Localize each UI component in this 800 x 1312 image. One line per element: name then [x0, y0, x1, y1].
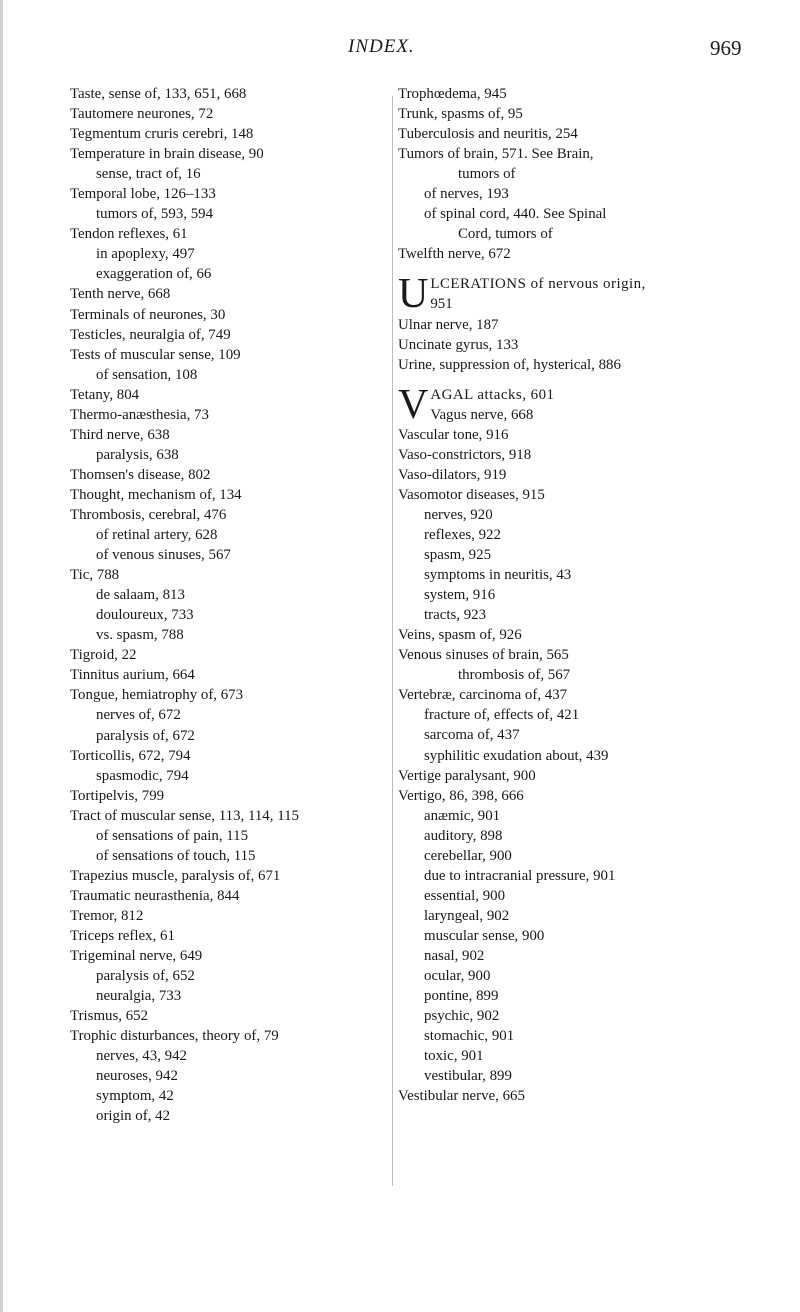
index-subentry: neuralgia, 733 [96, 988, 182, 1005]
column-divider [392, 96, 393, 1186]
index-entry: Terminals of neurones, 30 [70, 306, 226, 323]
index-subentry: stomachic, 901 [424, 1028, 515, 1045]
index-entry: Tumors of brain, 571. See Brain, [398, 146, 594, 163]
index-subentry: fracture of, effects of, 421 [424, 707, 580, 724]
index-entry-ulcerations-page: 951 [430, 296, 453, 313]
index-entry: Tongue, hemiatrophy of, 673 [70, 687, 244, 704]
index-entry: Tegmentum cruris cerebri, 148 [70, 126, 254, 143]
index-entry: Trunk, spasms of, 95 [398, 106, 523, 123]
index-entry: Vestibular nerve, 665 [398, 1088, 525, 1105]
index-entry: Torticollis, 672, 794 [70, 747, 191, 764]
index-subentry: neuroses, 942 [96, 1068, 178, 1085]
index-group-v [398, 425, 734, 1107]
index-section-v [398, 385, 734, 425]
index-entry: Vaso-constrictors, 918 [398, 446, 532, 463]
index-entry: Tic, 788 [70, 567, 120, 584]
index-subentry: of sensations of touch, 115 [96, 847, 256, 864]
index-subentry: vs. spasm, 788 [96, 627, 184, 644]
index-entry: Tigroid, 22 [70, 647, 137, 664]
index-entry: Vasomotor diseases, 915 [398, 486, 545, 503]
index-entry: Vertebræ, carcinoma of, 437 [398, 687, 568, 704]
index-entry: Trigeminal nerve, 649 [70, 948, 203, 965]
index-subentry: auditory, 898 [424, 827, 503, 844]
index-subentry: symptom, 42 [96, 1088, 174, 1105]
index-subentry: paralysis of, 672 [96, 727, 195, 744]
index-section-u [398, 274, 734, 314]
index-entry: Ulnar nerve, 187 [398, 316, 499, 333]
index-subentry: syphilitic exudation about, 439 [424, 747, 609, 764]
index-entry: Thought, mechanism of, 134 [70, 486, 242, 503]
index-subentry: origin of, 42 [96, 1108, 171, 1125]
index-subentry: nerves, 920 [424, 506, 493, 523]
index-entry: Temperature in brain disease, 90 [70, 146, 264, 163]
index-subentry: of nerves, 193 [424, 186, 509, 203]
index-subentry: toxic, 901 [424, 1048, 484, 1065]
index-entry: Tests of muscular sense, 109 [70, 346, 241, 363]
index-subentry: symptoms in neuritis, 43 [424, 567, 572, 584]
index-entry-ulcerations: LCERATIONS of nervous origin, [430, 276, 646, 293]
running-title: INDEX. [348, 36, 415, 57]
index-subentry: paralysis of, 652 [96, 968, 195, 985]
index-subentry: system, 916 [424, 587, 496, 604]
index-subentry: spasmodic, 794 [96, 767, 189, 784]
index-entry: Triceps reflex, 61 [70, 927, 175, 944]
index-column-left [70, 84, 388, 1126]
index-entry: Thomsen's disease, 802 [70, 466, 211, 483]
index-entry: Urine, suppression of, hysterical, 886 [398, 356, 621, 373]
index-subentry: nerves, 43, 942 [96, 1048, 187, 1065]
index-subentry: due to intracranial pressure, 901 [424, 867, 616, 884]
index-column-right [398, 84, 734, 1106]
index-subentry: laryngeal, 902 [424, 907, 510, 924]
index-subentry: nerves of, 672 [96, 707, 181, 724]
index-entry: Tendon reflexes, 61 [70, 226, 188, 243]
index-subentry: of spinal cord, 440. See Spinal [424, 206, 607, 223]
index-entry: Vascular tone, 916 [398, 426, 509, 443]
index-subentry: thrombosis of, 567 [458, 667, 571, 684]
index-subentry: sarcoma of, 437 [424, 727, 520, 744]
index-subentry: of sensation, 108 [96, 366, 198, 383]
index-subentry: psychic, 902 [424, 1008, 500, 1025]
page-number: 969 [710, 36, 742, 60]
section-gap [398, 264, 734, 274]
index-subentry: cerebellar, 900 [424, 847, 512, 864]
index-entry: Tinnitus aurium, 664 [70, 667, 195, 684]
index-entry: Vertige paralysant, 900 [398, 767, 536, 784]
index-entry: Uncinate gyrus, 133 [398, 336, 519, 353]
index-subentry: tumors of [458, 166, 516, 183]
index-group-u [398, 315, 734, 375]
index-subentry: pontine, 899 [424, 988, 499, 1005]
index-entry: Tract of muscular sense, 113, 114, 115 [70, 807, 299, 824]
index-subentry: essential, 900 [424, 887, 506, 904]
index-subentry: spasm, 925 [424, 547, 492, 564]
index-subentry: sense, tract of, 16 [96, 166, 201, 183]
index-entry: Tenth nerve, 668 [70, 286, 171, 303]
index-entry: Thrombosis, cerebral, 476 [70, 506, 227, 523]
index-group-t [398, 84, 734, 264]
index-subentry: exaggeration of, 66 [96, 266, 212, 283]
index-subentry: tracts, 923 [424, 607, 487, 624]
section-gap [398, 375, 734, 385]
index-entry: Tautomere neurones, 72 [70, 106, 214, 123]
index-entry: Trismus, 652 [70, 1008, 149, 1025]
index-subentry: tumors of, 593, 594 [96, 206, 214, 223]
index-entry: Thermo-anæsthesia, 73 [70, 406, 209, 423]
index-subentry: of venous sinuses, 567 [96, 547, 231, 564]
index-entry: Twelfth nerve, 672 [398, 246, 511, 263]
index-entry: Temporal lobe, 126–133 [70, 186, 216, 203]
index-entry: Testicles, neuralgia of, 749 [70, 326, 231, 343]
index-subentry: nasal, 902 [424, 947, 485, 964]
index-subentry: vestibular, 899 [424, 1068, 512, 1085]
index-entry: Trapezius muscle, paralysis of, 671 [70, 867, 281, 884]
index-subentry: of retinal artery, 628 [96, 527, 218, 544]
drop-cap-u: U [398, 274, 429, 315]
index-subentry: ocular, 900 [424, 968, 491, 985]
index-entry-vagal-attacks: AGAL attacks, 601 [430, 386, 555, 403]
index-entry: Vertigo, 86, 398, 666 [398, 787, 524, 804]
index-entry: Third nerve, 638 [70, 426, 170, 443]
index-entry: Tuberculosis and neuritis, 254 [398, 126, 578, 143]
index-entry: Trophœdema, 945 [398, 86, 507, 102]
index-entry: Traumatic neurasthenia, 844 [70, 887, 240, 904]
index-subentry: douloureux, 733 [96, 607, 194, 624]
index-subentry: in apoplexy, 497 [96, 246, 195, 263]
index-entry: Tortipelvis, 799 [70, 787, 165, 804]
index-entry: Tetany, 804 [70, 386, 140, 403]
index-subentry: of sensations of pain, 115 [96, 827, 249, 844]
index-entry: Venous sinuses of brain, 565 [398, 647, 569, 664]
index-subentry: paralysis, 638 [96, 446, 179, 463]
index-entry: Trophic disturbances, theory of, 79 [70, 1028, 279, 1045]
drop-cap-v: V [398, 384, 429, 425]
index-subentry: de salaam, 813 [96, 587, 185, 604]
index-subentry: anæmic, 901 [424, 807, 501, 824]
index-entry-vagus-nerve: Vagus nerve, 668 [430, 406, 534, 423]
index-entry: Tremor, 812 [70, 907, 144, 924]
index-subentry: Cord, tumors of [458, 226, 553, 243]
page-header [0, 36, 800, 66]
index-subentry: reflexes, 922 [424, 526, 501, 543]
page-edge-shadow [0, 0, 3, 1312]
index-entry: Taste, sense of, 133, 651, 668 [70, 86, 247, 102]
index-entry: Veins, spasm of, 926 [398, 627, 522, 644]
index-subentry: muscular sense, 900 [424, 927, 545, 944]
index-entry: Vaso-dilators, 919 [398, 466, 507, 483]
